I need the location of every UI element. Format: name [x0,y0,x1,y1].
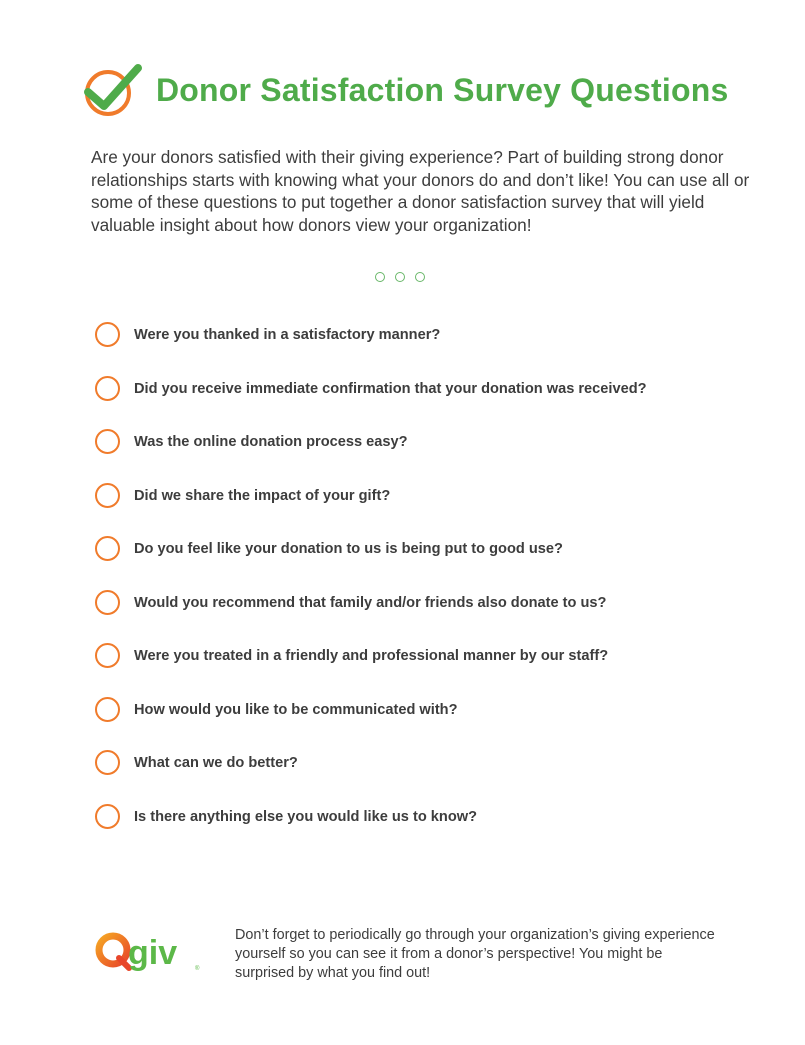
question-label: Is there anything else you would like us to know? [134,808,478,825]
radio-circle-icon[interactable] [95,483,120,508]
footer-note: Don’t forget to periodically go through your organization’s giving experience yourself so you can see it from a donor’s perspective! You might be surprised by what you find out! [235,927,715,981]
radio-circle-icon[interactable] [95,750,120,775]
question-label: Would you recommend that family and/or friends also donate to us? [134,594,607,611]
question-item[interactable] [95,374,647,428]
radio-circle-icon[interactable] [95,429,120,454]
question-item[interactable] [95,748,647,802]
dot-icon [415,272,425,282]
question-label: Did you receive immediate confirmation that your donation was received? [134,380,647,397]
intro-paragraph: Are your donors satisfied with their giving experience? Part of building strong donor relationships starts with knowing what your donors do and don’t like! You can use all or some of these questions to put together a donor satisfaction survey that will yield valuable insight about how donors view your organization! [91,147,750,235]
question-item[interactable] [95,320,647,374]
question-label: Did we share the impact of your gift? [134,487,391,504]
question-label: Were you treated in a friendly and professional manner by our staff? [134,648,609,664]
question-item[interactable] [95,534,647,588]
question-label: How would you like to be communicated with? [134,701,458,718]
radio-circle-icon[interactable] [95,697,120,722]
dot-icon [375,272,385,282]
section-divider [375,272,425,282]
radio-circle-icon[interactable] [95,643,120,668]
question-item[interactable] [95,802,647,856]
question-item[interactable] [95,427,647,481]
radio-circle-icon[interactable] [95,322,120,347]
radio-circle-icon[interactable] [95,590,120,615]
question-label: What can we do better? [134,755,298,771]
question-label: Were you thanked in a satisfactory manner? [134,327,441,343]
radio-circle-icon[interactable] [95,376,120,401]
page-title: Donor Satisfaction Survey Questions [156,71,729,108]
page-header [82,62,728,118]
qgiv-logo [95,926,203,978]
question-list [95,320,647,855]
radio-circle-icon[interactable] [95,536,120,561]
question-item[interactable] [95,588,647,642]
question-label: Do you feel like your donation to us is being put to good use? [134,541,563,557]
question-item[interactable] [95,695,647,749]
question-label: Was the online donation process easy? [134,434,408,450]
logo-text: giv [128,934,178,972]
question-item[interactable] [95,641,647,695]
dot-icon [395,272,405,282]
radio-circle-icon[interactable] [95,804,120,829]
svg-text:®: ® [195,966,200,972]
checkmark-circle-icon [82,62,144,118]
question-item[interactable] [95,481,647,535]
page-footer [95,926,735,983]
